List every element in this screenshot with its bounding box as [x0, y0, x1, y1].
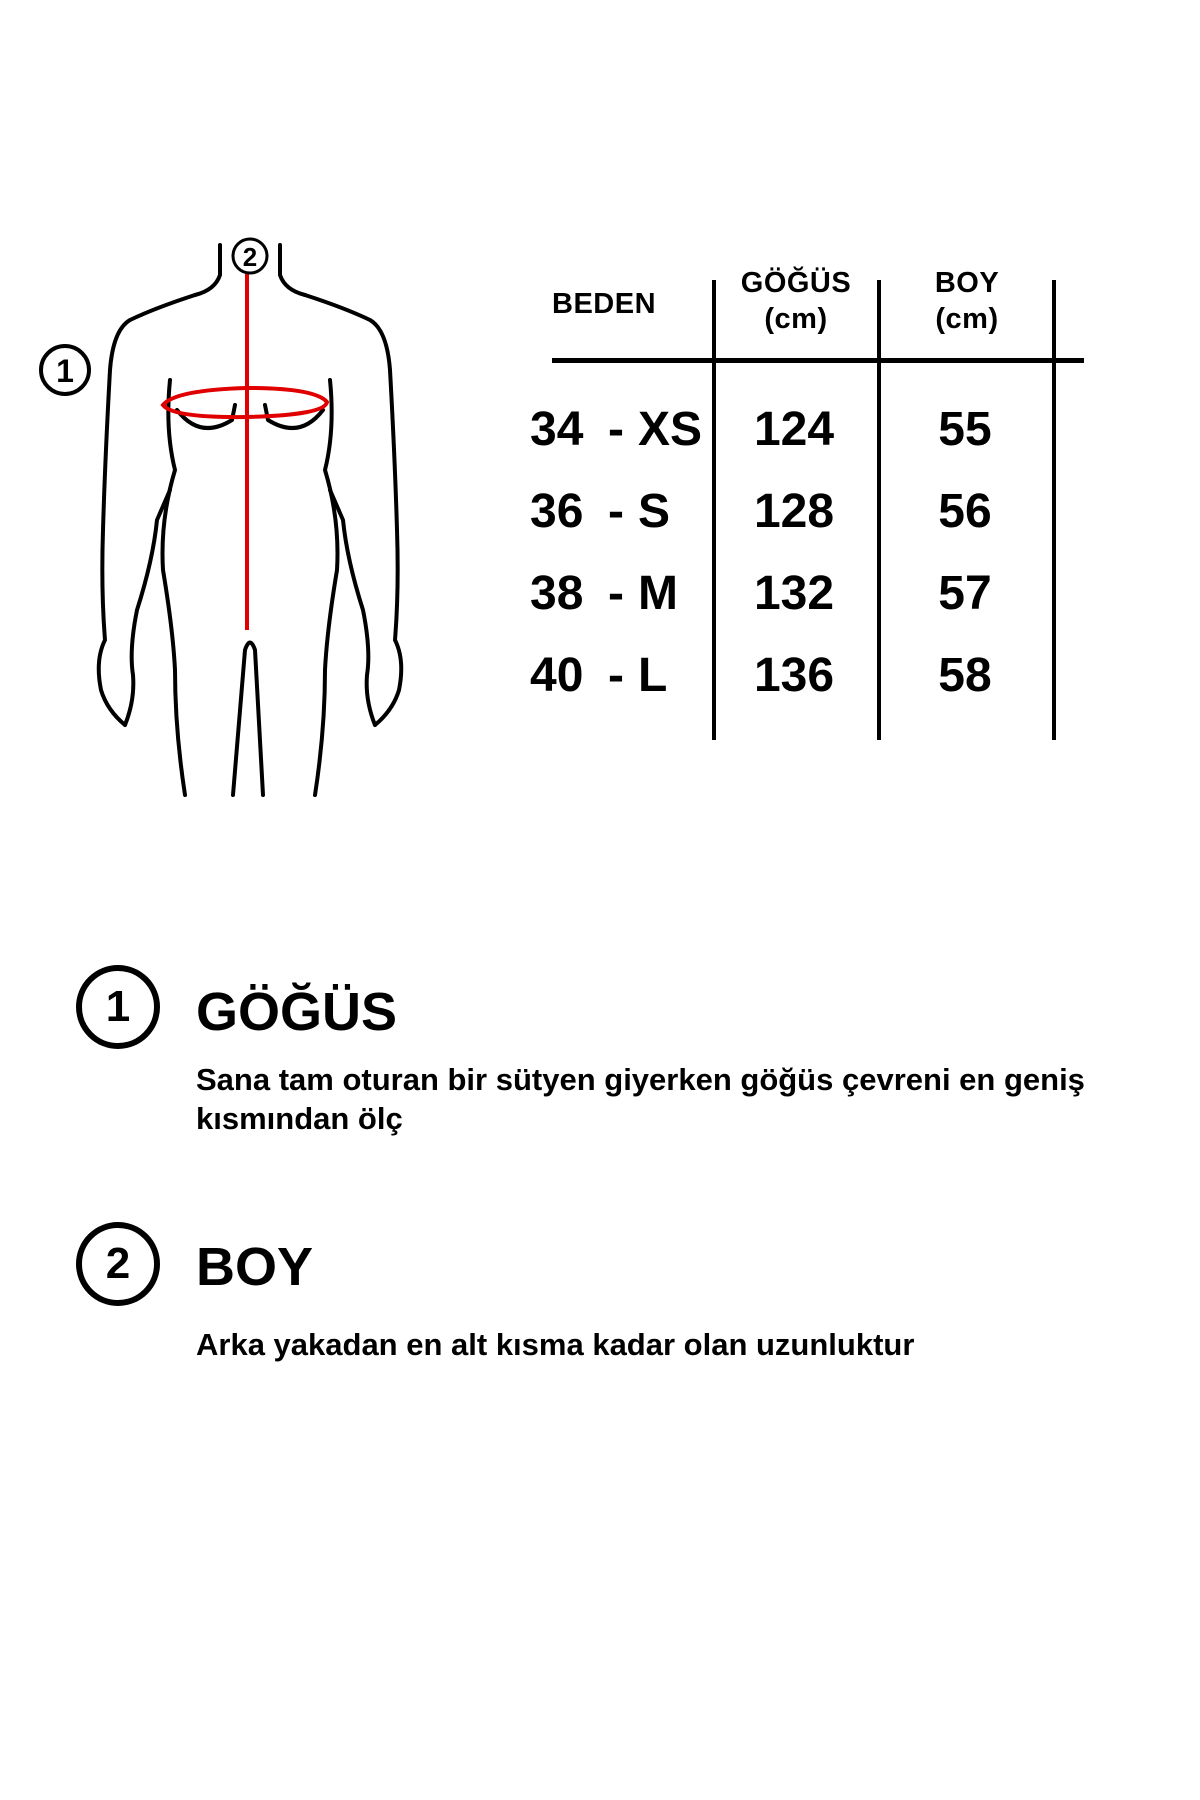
chest-value: 128: [753, 485, 835, 538]
size-separator: -: [608, 403, 624, 456]
measurement-description: Arka yakadan en alt kısma kadar olan uzunluktur: [196, 1327, 915, 1362]
measurement-badge: 2: [76, 1222, 160, 1306]
header-chest: [716, 265, 876, 337]
chest-value: 136: [753, 649, 835, 702]
size-number: 40: [530, 649, 584, 702]
length-value: 55: [938, 403, 992, 456]
measurement-title: GÖĞÜS: [196, 982, 398, 1042]
size-number: 36: [530, 485, 584, 538]
chest-value: 124: [753, 403, 835, 456]
svg-text:2: 2: [242, 242, 258, 272]
chest-marker: [41, 346, 89, 394]
header-length: [882, 265, 1052, 337]
header-chest-unit: (cm): [764, 303, 828, 335]
chest-value: 132: [753, 567, 835, 620]
size-chart-table: [520, 260, 1090, 740]
measurement-description: Sana tam oturan bir sütyen giyerken göğüs çevreni en geniş kısmından ölç: [196, 1062, 1085, 1136]
length-marker: [233, 239, 267, 273]
measurement-badge: 1: [76, 965, 160, 1049]
size-number: 38: [530, 567, 584, 620]
header-rule: [552, 358, 1084, 363]
header-length-label: BOY: [934, 267, 1000, 299]
body-outline: [99, 245, 402, 795]
size-separator: -: [608, 567, 624, 620]
header-size: [552, 286, 702, 322]
length-value: 57: [938, 567, 992, 620]
body-measurement-figure: [25, 230, 425, 830]
size-letter: M: [638, 567, 678, 620]
size-letter: S: [638, 485, 671, 538]
measurement-lines: [163, 270, 327, 630]
size-letter: L: [638, 649, 668, 702]
size-separator: -: [608, 485, 624, 538]
header-chest-label: GÖĞÜS: [740, 267, 852, 299]
body-outline-illustration: [25, 230, 425, 830]
column-divider: [1052, 280, 1056, 740]
size-separator: -: [608, 649, 624, 702]
size-number: 34: [530, 403, 584, 456]
header-length-unit: (cm): [935, 303, 999, 335]
size-letter: XS: [638, 403, 703, 456]
measurement-title: BOY: [196, 1237, 314, 1297]
svg-text:1: 1: [56, 353, 74, 389]
column-divider: [877, 280, 881, 740]
length-value: 58: [938, 649, 992, 702]
length-value: 56: [938, 485, 992, 538]
header-size-label: BEDEN: [552, 288, 657, 320]
